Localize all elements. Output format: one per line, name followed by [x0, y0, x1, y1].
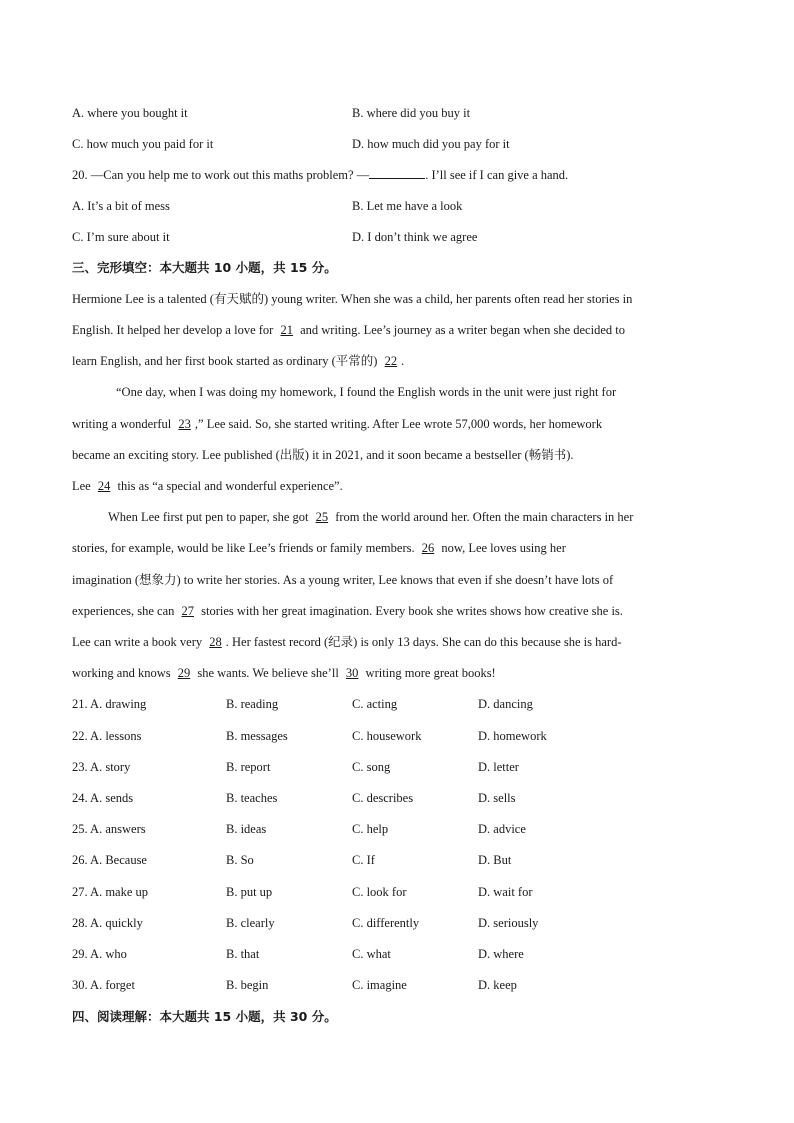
option-a: 22. A. lessons	[72, 729, 142, 743]
question-row	[72, 850, 732, 870]
q20-answer-gap	[369, 166, 425, 179]
option-d: D. where	[478, 947, 524, 961]
passage-text: ,” Lee said. So, she started writing. After Lee wrote 57,000 words, her homework	[194, 417, 603, 431]
question-row	[72, 819, 732, 839]
option-c: C. imagine	[352, 978, 407, 992]
option-c: C. song	[352, 760, 391, 774]
section3-heading: 三、完形填空：本大题共 10 小题，共 15 分。	[72, 260, 337, 275]
option-d: D. sells	[478, 791, 516, 805]
option-a: 30. A. forget	[72, 978, 135, 992]
passage-line	[72, 601, 727, 621]
option-b: B. ideas	[226, 822, 267, 836]
q20-stem	[72, 165, 732, 185]
passage-text: experiences, she can	[72, 604, 178, 618]
passage-text: Lee can write a book very	[72, 635, 206, 649]
option-a: 23. A. story	[72, 760, 131, 774]
option-d: D. homework	[478, 729, 547, 743]
passage-line: became an exciting story. Lee published (出版) it in 2021, and it soon became a bestseller (畅销书).	[72, 448, 574, 462]
option-c: C. describes	[352, 791, 414, 805]
q20-stem-after: . I’ll see if I can give a hand.	[425, 168, 569, 182]
q20-option-d: D. I don’t think we agree	[352, 230, 478, 244]
question-row	[72, 975, 732, 995]
passage-line	[108, 507, 728, 527]
option-a: 26. A. Because	[72, 853, 147, 867]
passage-text: learn English, and her first book started as ordinary (平常的)	[72, 354, 381, 368]
passage-line	[72, 351, 727, 371]
q20-stem-before: 20. —Can you help me to work out this maths problem? —	[72, 168, 370, 182]
question-row	[72, 788, 732, 808]
passage-line	[72, 414, 727, 434]
option-a: 29. A. who	[72, 947, 127, 961]
passage-line: imagination (想象力) to write her stories. As a young writer, Lee knows that even if she doesn’t have lots of	[72, 573, 614, 587]
passage-text: from the world around her. Often the main characters in her	[332, 510, 634, 524]
q20-options-row-2	[72, 227, 732, 247]
option-c: C. differently	[352, 916, 420, 930]
q20-option-c: C. I’m sure about it	[72, 230, 170, 244]
option-b: B. messages	[226, 729, 288, 743]
passage-text: this as “a special and wonderful experience”.	[114, 479, 343, 493]
passage-text: writing a wonderful	[72, 417, 175, 431]
passage-text: English. It helped her develop a love for	[72, 323, 277, 337]
q19-option-a: A. where you bought it	[72, 106, 188, 120]
q20-option-b: B. Let me have a look	[352, 199, 463, 213]
blank-23: 23	[178, 417, 191, 431]
option-c: C. acting	[352, 697, 398, 711]
passage-line: Hermione Lee is a talented (有天赋的) young writer. When she was a child, her parents often read her stories in	[72, 292, 633, 306]
passage-line	[72, 476, 727, 496]
option-b: B. begin	[226, 978, 269, 992]
passage-line	[72, 538, 727, 558]
passage-text: When Lee first put pen to paper, she got	[108, 510, 312, 524]
passage-line: “One day, when I was doing my homework, I found the English words in the unit were just right for	[116, 385, 617, 399]
option-c: C. look for	[352, 885, 407, 899]
q19-options-row-2	[72, 134, 732, 154]
passage-text: she wants. We believe she’ll	[194, 666, 342, 680]
passage-line	[72, 632, 727, 652]
option-c: C. If	[352, 853, 375, 867]
blank-27: 27	[181, 604, 194, 618]
passage-text: . Her fastest record (纪录) is only 13 days. She can do this because she is hard-	[225, 635, 622, 649]
passage-line	[72, 663, 727, 683]
option-a: 25. A. answers	[72, 822, 146, 836]
option-b: B. that	[226, 947, 260, 961]
question-row	[72, 694, 732, 714]
option-c: C. housework	[352, 729, 422, 743]
option-b: B. clearly	[226, 916, 275, 930]
q19-option-c: C. how much you paid for it	[72, 137, 214, 151]
option-d: D. keep	[478, 978, 517, 992]
option-a: 24. A. sends	[72, 791, 134, 805]
option-b: B. teaches	[226, 791, 278, 805]
blank-26: 26	[421, 541, 435, 555]
passage-text: and writing. Lee’s journey as a writer began when she decided to	[296, 323, 625, 337]
blank-25: 25	[315, 510, 329, 524]
passage-line	[72, 320, 727, 340]
q19-options-row-1	[72, 103, 732, 123]
question-row	[72, 726, 732, 746]
option-d: D. dancing	[478, 697, 533, 711]
q20-options-row-1	[72, 196, 732, 216]
option-d: D. But	[478, 853, 512, 867]
passage-text: writing more great books!	[362, 666, 496, 680]
option-d: D. seriously	[478, 916, 539, 930]
passage-text: stories, for example, would be like Lee’s friends or family members.	[72, 541, 418, 555]
question-row	[72, 757, 732, 777]
option-b: B. So	[226, 853, 254, 867]
passage-text: .	[401, 354, 405, 368]
question-row	[72, 944, 732, 964]
blank-21: 21	[280, 323, 293, 337]
blank-28: 28	[209, 635, 222, 649]
option-b: B. report	[226, 760, 271, 774]
passage-text: working and knows	[72, 666, 174, 680]
option-d: D. letter	[478, 760, 519, 774]
q19-option-d: D. how much did you pay for it	[352, 137, 510, 151]
option-c: C. what	[352, 947, 391, 961]
section4-heading: 四、阅读理解：本大题共 15 小题，共 30 分。	[72, 1009, 337, 1024]
q20-option-a: A. It’s a bit of mess	[72, 199, 170, 213]
passage-text: now, Lee loves using her	[438, 541, 566, 555]
passage-text: stories with her great imagination. Every book she writes shows how creative she is.	[198, 604, 623, 618]
option-b: B. reading	[226, 697, 279, 711]
blank-22: 22	[384, 354, 398, 368]
blank-30: 30	[345, 666, 359, 680]
option-a: 28. A. quickly	[72, 916, 143, 930]
option-d: D. wait for	[478, 885, 533, 899]
option-a: 27. A. make up	[72, 885, 149, 899]
option-b: B. put up	[226, 885, 273, 899]
blank-29: 29	[177, 666, 191, 680]
option-d: D. advice	[478, 822, 526, 836]
question-row	[72, 882, 732, 902]
question-row	[72, 913, 732, 933]
option-c: C. help	[352, 822, 389, 836]
q19-option-b: B. where did you buy it	[352, 106, 471, 120]
blank-24: 24	[97, 479, 111, 493]
passage-text: Lee	[72, 479, 94, 493]
option-a: 21. A. drawing	[72, 697, 147, 711]
